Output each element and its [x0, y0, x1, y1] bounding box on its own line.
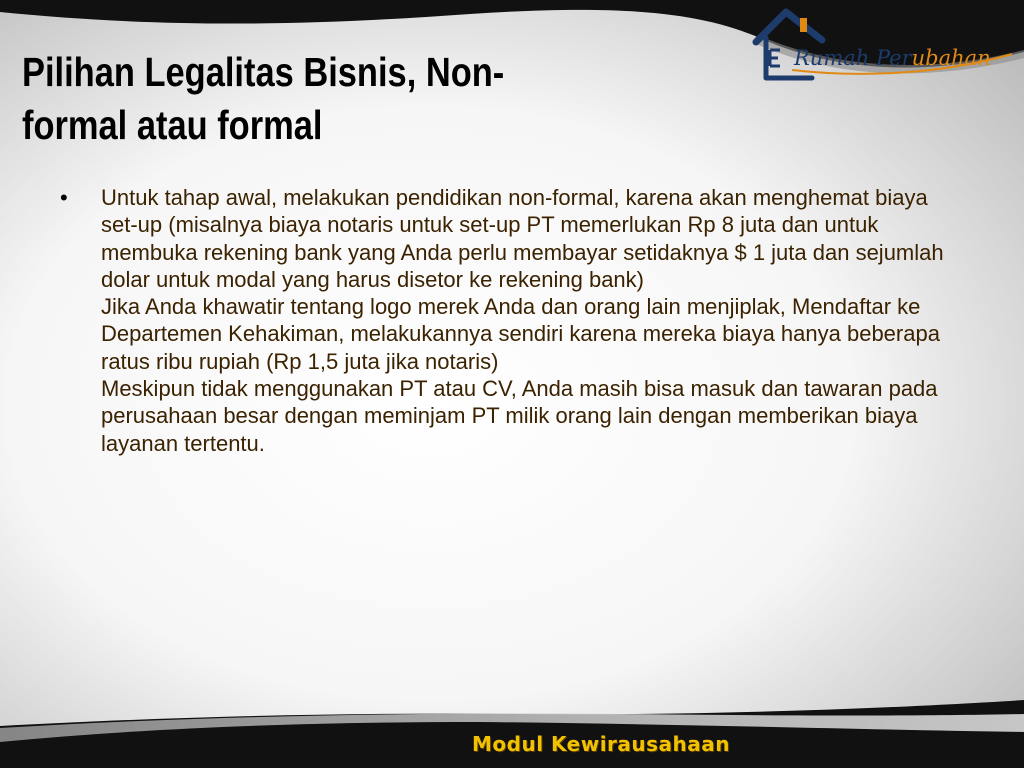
logo-text-accent: ubahan — [911, 46, 991, 70]
bullet-paragraph-3: Meskipun tidak menggunakan PT atau CV, Anda masih bisa masuk dan tawaran pada perusahaan besar dengan meminjam PT milik orang lain dengan memberikan biaya layanan tertentu. — [101, 376, 938, 456]
bullet-paragraph-1: Untuk tahap awal, melakukan pendidikan non-formal, karena akan menghemat biaya set-up (misalnya biaya notaris untuk set-up PT memerlukan Rp 8 juta dan untuk membuka rekening bank yang Anda perlu membayar setidaknya $ 1 juta dan sejumlah dolar untuk modal yang harus disetor ke rekening bank) — [101, 185, 944, 292]
bullet-item — [60, 184, 960, 457]
logo-text-main: Rumah Per — [794, 46, 912, 70]
bullet-marker: • — [60, 185, 68, 210]
logo-text — [794, 46, 991, 70]
rumah-perubahan-logo — [752, 8, 1024, 88]
bullet-list — [60, 184, 960, 457]
title-line-1: Pilihan Legalitas Bisnis, Non- — [22, 49, 505, 95]
slide-title — [22, 46, 560, 152]
title-line-2: formal atau formal — [22, 102, 323, 148]
footer-label: Modul Kewirausahaan — [472, 732, 731, 756]
bullet-paragraph-2: Jika Anda khawatir tentang logo merek Anda dan orang lain menjiplak, Mendaftar ke Departemen Kehakiman, melakukannya sendiri karena mereka biaya hanya beberapa ratus ribu rupiah (Rp 1,5 juta jika notaris) — [101, 294, 940, 374]
